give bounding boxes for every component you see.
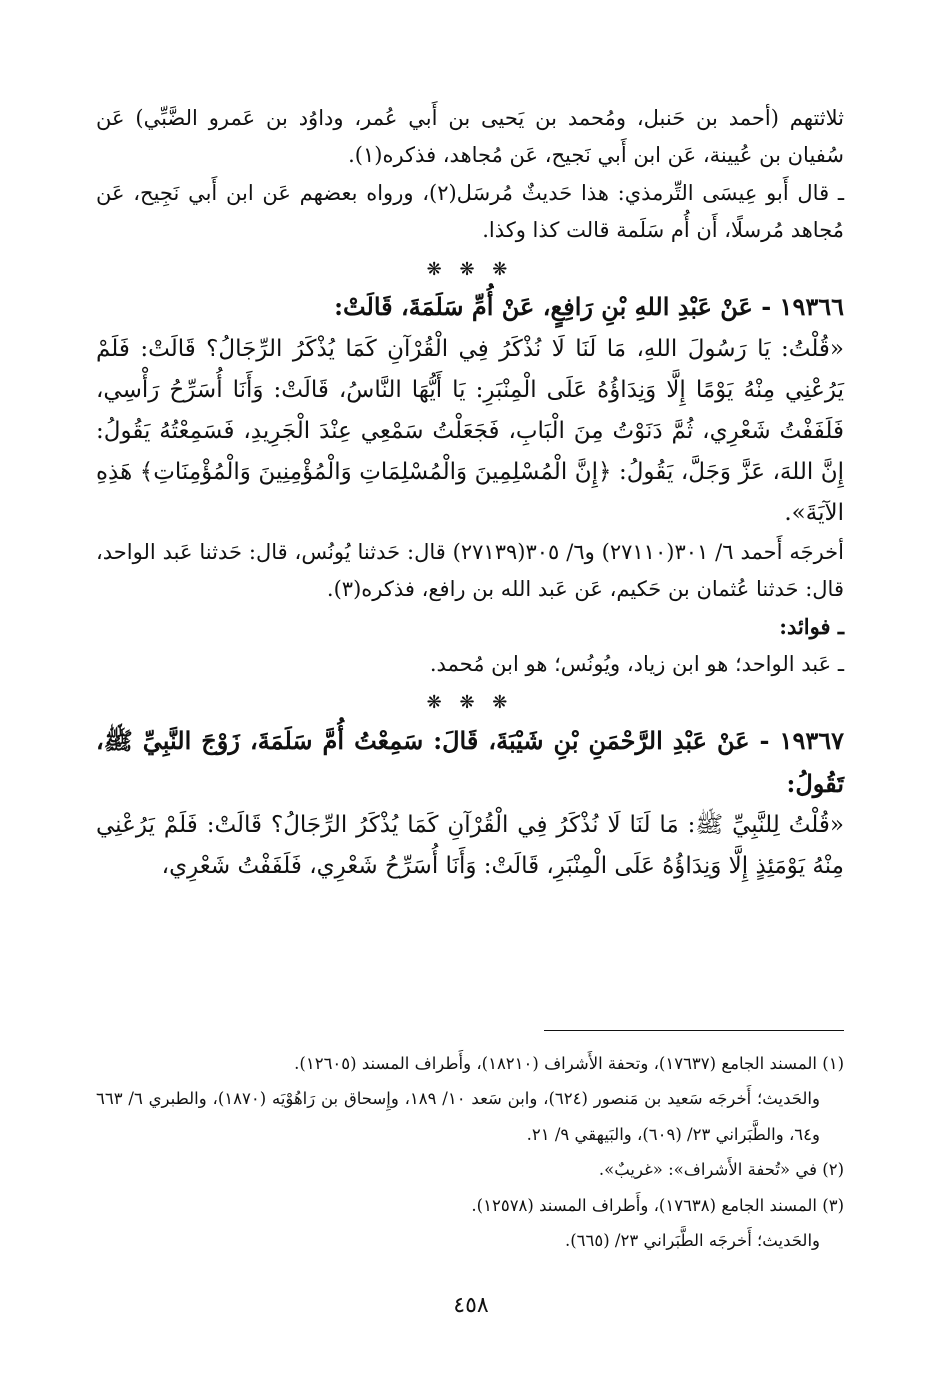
hadith-19366-heading: ١٩٣٦٦ - عَنْ عَبْدِ اللهِ بْنِ رَافِعٍ، عَنْ أُمِّ سَلَمَةَ، قَالَتْ: (334, 292, 844, 322)
footnotes (96, 1046, 844, 1259)
hadith-19366-text: «قُلْتُ: يَا رَسُولَ اللهِ، مَا لَنَا لَا نُذْكَرُ فِي الْقُرْآنِ كَمَا يُذْكَرُ الرِّجَالُ؟ قَالَتْ: فَلَمْ يَرُعْنِي مِنْهُ يَوْمًا إِلَّا وَنِدَاؤُهُ عَلَى الْمِنْبَرِ: يَا أَيُّهَا النَّاسُ، قَالَتْ: وَأَنَا أُسَرِّحُ رَأْسِي، فَلَفَفْتُ شَعْرِي، ثُمَّ دَنَوْتُ مِنَ الْبَابِ، فَجَعَلْتُ سَمْعِي عِنْدَ الْجَرِيدِ، فَسَمِعْتُهُ يَقُولُ: إِنَّ اللهَ، عَزَّ وَجَلَّ، يَقُولُ: ﴿إِنَّ الْمُسْلِمِينَ وَالْمُسْلِمَاتِ وَالْمُؤْمِنِينَ وَالْمُؤْمِنَاتِ﴾ هَذِهِ الآيَةَ». (96, 336, 844, 526)
fawaid-text: ـ عَبد الواحد؛ هو ابن زياد، ويُونُس؛ هو ابن مُحمد. (429, 651, 844, 676)
footnote-divider (544, 1030, 844, 1031)
section-separator: ❋ ❋ ❋ (426, 258, 514, 280)
paragraph-isnad: ثلاثتهم (أحمد بن حَنبل، ومُحمد بن يَحيى بن أَبي عُمر، وداوُد بن عَمرو الضَّبِّي) عَن سُفيان بن عُيينة، عَن ابن أَبي نَجيح، عَن مُجاهد، فذكره(١). (96, 106, 844, 168)
fawaid-heading: ـ فوائد: (779, 614, 844, 640)
footnote-1-continuation: والحَديث؛ أَخرجَه سَعيد بن مَنصور (٦٢٤)، وابن سَعد ١٠/ ١٨٩، وإِسحاق بن رَاهُوْيَه (١٨٧٠)، والطبري ٦/ ٦٦٣ و٦٤، والطَّبَراني ٢٣/ (٦٠٩)، والبَيهقي ٩/ ٢١. (96, 1089, 820, 1144)
paragraph-tirmidhi-comment: ـ قال أَبو عِيسَى التِّرمذي: هذا حَديثٌ مُرسَل(٢)، ورواه بعضهم عَن ابن أَبي نَجِيح، عَن مُجاهد مُرسلًا، أَن أُم سَلَمة قالت كذا وكذا. (96, 180, 844, 243)
section-separator-2: ❋ ❋ ❋ (426, 692, 514, 714)
hadith-19367-heading: ١٩٣٦٧ - عَنْ عَبْدِ الرَّحْمَنِ بْنِ شَيْبَةَ، قَالَ: سَمِعْتُ أُمَّ سَلَمَةَ، زَوْجَ النَّبِيِّ ﷺ، تَقُولُ: (96, 726, 844, 798)
footnote-3: (٣) المسند الجامع (١٧٦٣٨)، وأَطراف المسند (١٢٥٧٨). (471, 1195, 844, 1215)
main-text (96, 100, 844, 887)
page-number: ٤٥٨ (453, 1293, 489, 1318)
hadith-19366-takhrij: أخرجَه أَحمد ٦/ ٣٠١(٢٧١١٠) و٦/ ٣٠٥(٢٧١٣٩) قال: حَدثنا يُونُس، قال: حَدثنا عَبد الواحد، قال: حَدثنا عُثمان بن حَكيم، عَن عَبد الله بن رافع، فذكره(٣). (96, 539, 844, 602)
footnote-2: (٢) في «تُحفة الأَشراف»: «غريبٌ». (598, 1160, 844, 1180)
hadith-19367-text: «قُلْتُ لِلنَّبِيِّ ﷺ: مَا لَنَا لَا نُذْكَرُ فِي الْقُرْآنِ كَمَا يُذْكَرُ الرِّجَالُ؟ قَالَتْ: فَلَمْ يَرُعْنِي مِنْهُ يَوْمَئِذٍ إِلَّا وَنِدَاؤُهُ عَلَى الْمِنْبَرِ، قَالَتْ: وَأَنَا أُسَرِّحُ شَعْرِي، فَلَفَفْتُ شَعْرِي، (96, 812, 844, 880)
footnote-3-continuation: والحَديث؛ أَخرجَه الطَّبَراني ٢٣/ (٦٦٥). (564, 1231, 820, 1251)
footnote-1: (١) المسند الجامع (١٧٦٣٧)، وتحفة الأَشراف (١٨٢١٠)، وأَطراف المسند (١٢٦٠٥). (294, 1054, 844, 1073)
